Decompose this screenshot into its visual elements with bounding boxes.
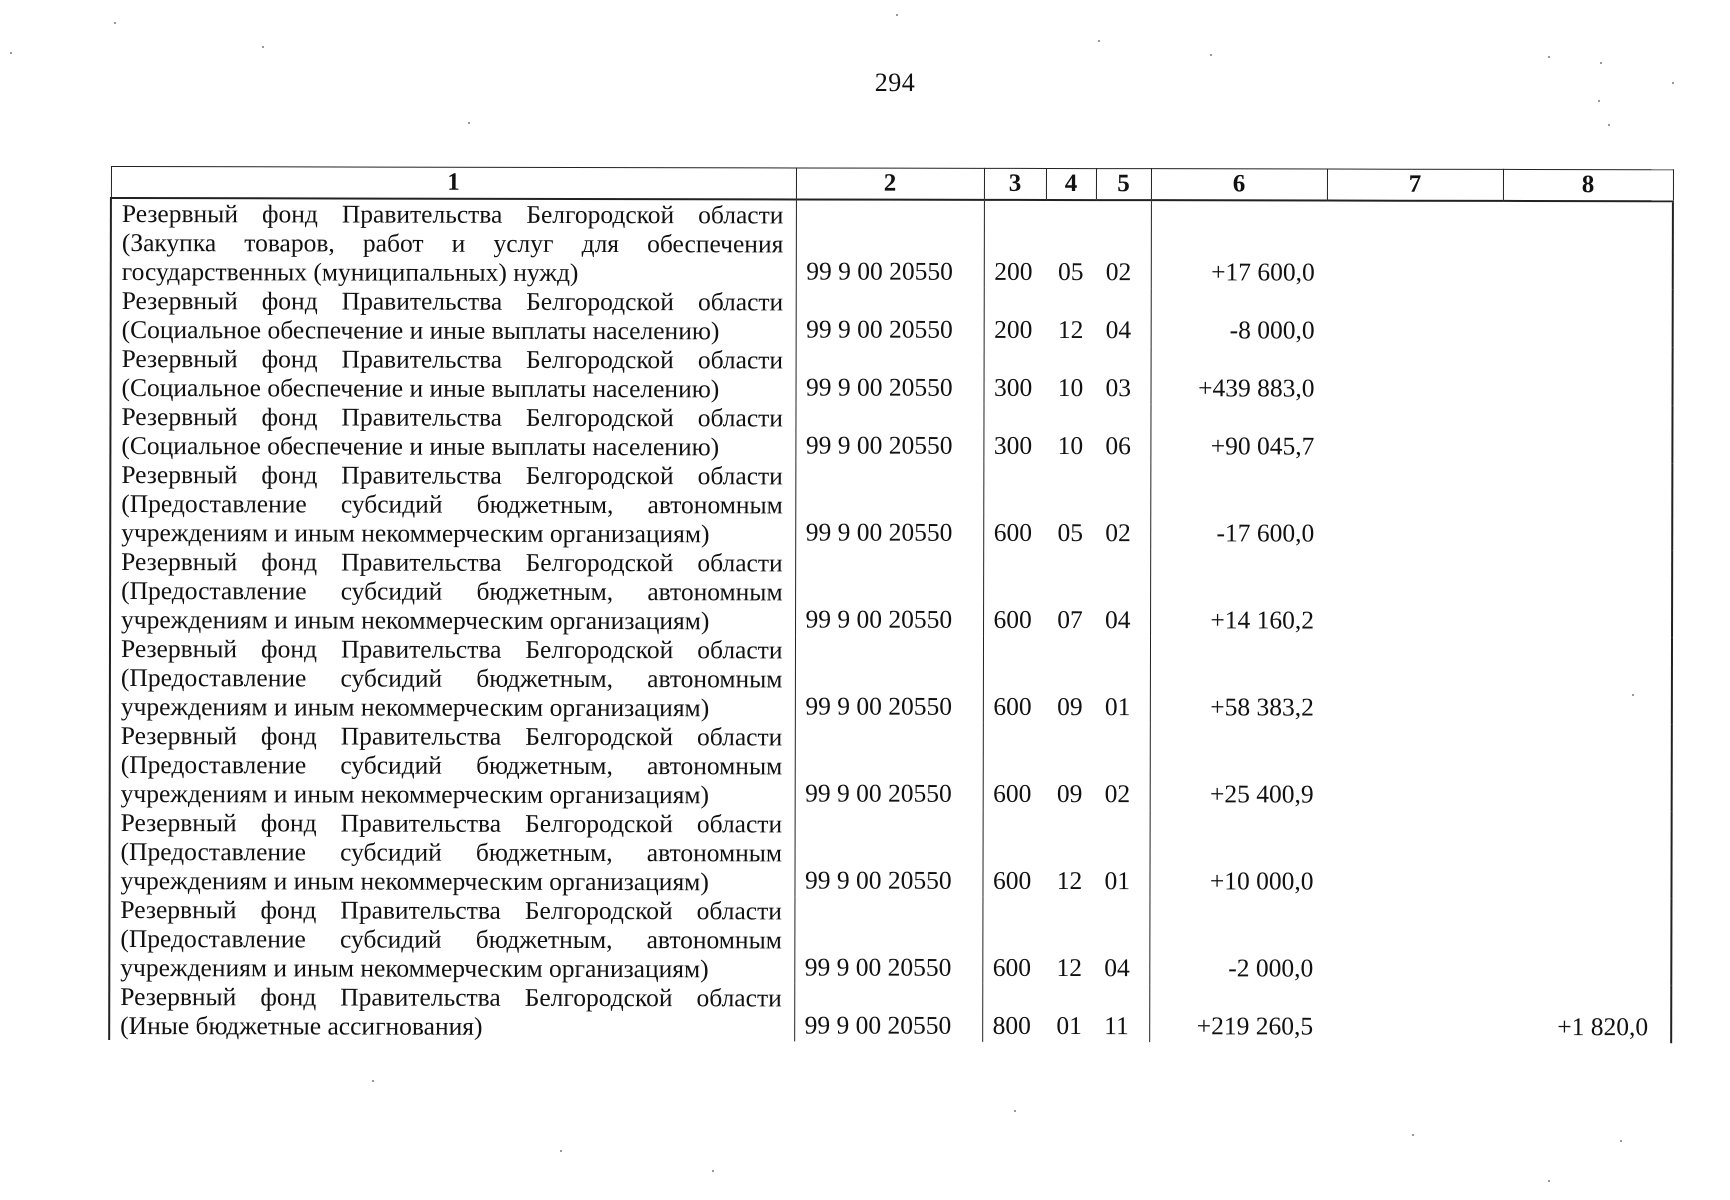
- scan-speck: [1210, 54, 1212, 56]
- row-section-cell: 10: [1057, 372, 1084, 403]
- row-expense-type-cell: 600: [983, 549, 1045, 636]
- scan-speck: [1600, 62, 1602, 64]
- scan-speck: [114, 22, 116, 24]
- scan-speck: [1672, 82, 1674, 84]
- row-expense-type-cell: 600: [982, 897, 1044, 984]
- page-number: 294: [874, 68, 916, 97]
- column-header: 5: [1096, 169, 1151, 201]
- row-code-cell: 99 9 00 20550: [796, 199, 984, 287]
- row-name-cell: Резервный фонд Правительства Белгородской области (Предоставление субсидий бюджетным, автономным учреждениям и иным некоммерческим организациям): [109, 808, 794, 896]
- column-header: 8: [1503, 169, 1673, 201]
- column-header: 1: [111, 167, 796, 200]
- row-column7-cell: [1325, 898, 1501, 985]
- table-row: [111, 286, 1673, 347]
- row-column7-cell: [1326, 550, 1502, 637]
- budget-table-sheet: [108, 166, 1672, 1043]
- row-subsection-cell: 03: [1096, 346, 1151, 404]
- row-section-cell: 05: [1057, 517, 1084, 548]
- row-column8-cell: [1503, 201, 1673, 289]
- table-row: [110, 721, 1672, 811]
- header-row: [111, 167, 1673, 202]
- row-name-cell: Резервный фонд Правительства Белгородской области (Предоставление субсидий бюджетным, автономным учреждениям и иным некоммерческим организациям): [110, 721, 795, 809]
- table-row: [110, 402, 1672, 463]
- row-amount-cell: +439 883,0: [1151, 346, 1327, 404]
- row-section-cell: 12: [1056, 952, 1083, 983]
- row-code-cell: 99 9 00 20550: [794, 896, 982, 983]
- column-header: 3: [984, 168, 1046, 200]
- scan-speck: [1548, 1180, 1550, 1182]
- row-column8-cell: [1502, 463, 1672, 550]
- table-row: [109, 895, 1671, 985]
- table-row: [109, 808, 1671, 898]
- scan-speck: [1608, 124, 1610, 126]
- row-section-cell: 10: [1057, 430, 1084, 461]
- row-expense-type-cell: 600: [982, 810, 1044, 897]
- row-code-cell: 99 9 00 20550: [795, 461, 983, 548]
- column-header: 4: [1046, 168, 1096, 200]
- row-expense-type-cell: 300: [983, 404, 1045, 462]
- row-column7-cell: [1327, 201, 1503, 289]
- row-expense-type-cell: 200: [984, 200, 1046, 288]
- row-column8-cell: [1503, 289, 1673, 347]
- column-header: 6: [1151, 169, 1327, 201]
- row-code-cell: 99 9 00 20550: [794, 809, 982, 896]
- row-column8-cell: [1501, 811, 1671, 898]
- row-code-cell: 99 9 00 20550: [795, 548, 983, 635]
- row-amount-cell: +90 045,7: [1150, 404, 1326, 462]
- scan-speck: [10, 52, 12, 54]
- row-section-cell: 05: [1058, 256, 1084, 287]
- scan-speck: [1620, 1140, 1622, 1142]
- row-section-cell: 12: [1056, 865, 1083, 896]
- row-column7-cell: [1325, 811, 1501, 898]
- row-column8-cell: [1502, 637, 1672, 724]
- scan-speck: [1548, 56, 1550, 58]
- table-row: [110, 634, 1672, 724]
- column-header: 7: [1327, 169, 1503, 201]
- row-subsection-cell: 04: [1094, 897, 1149, 984]
- scan-speck: [560, 1150, 562, 1152]
- row-name-cell: Резервный фонд Правительства Белгородской области (Социальное обеспечение и иные выплаты населению): [111, 344, 796, 403]
- row-name-cell: Резервный фонд Правительства Белгородской области (Предоставление субсидий бюджетным, автономным учреждениям и иным некоммерческим организациям): [109, 895, 794, 983]
- scan-speck: [1098, 40, 1100, 42]
- scan-speck: [1632, 694, 1634, 696]
- row-column8-cell: [1501, 898, 1671, 985]
- table-row: [111, 344, 1673, 405]
- row-column8-cell: [1502, 405, 1672, 463]
- row-amount-cell: +14 160,2: [1150, 549, 1326, 636]
- row-column8-cell: [1502, 550, 1672, 637]
- row-subsection-cell: 01: [1095, 636, 1150, 723]
- row-amount-cell: -17 600,0: [1150, 462, 1326, 549]
- row-column7-cell: [1326, 724, 1502, 811]
- row-name-cell: Резервный фонд Правительства Белгородской области (Предоставление субсидий бюджетным, автономным учреждениям и иным некоммерческим организациям): [110, 547, 795, 635]
- scan-speck: [1598, 100, 1600, 102]
- row-code-cell: 99 9 00 20550: [795, 635, 983, 722]
- row-subsection-cell: 01: [1094, 810, 1149, 897]
- table-header: [111, 167, 1673, 202]
- budget-table: [108, 166, 1674, 1043]
- row-subsection-cell: 11: [1094, 984, 1149, 1042]
- row-expense-type-cell: 200: [984, 288, 1046, 346]
- row-amount-cell: +17 600,0: [1151, 200, 1327, 288]
- row-expense-type-cell: 800: [982, 984, 1044, 1042]
- row-expense-type-cell: 600: [983, 462, 1045, 549]
- row-subsection-cell: 04: [1096, 288, 1151, 346]
- table-row: [110, 547, 1672, 637]
- table-row: [109, 982, 1671, 1043]
- row-code-cell: 99 9 00 20550: [795, 403, 983, 461]
- scan-speck: [468, 122, 470, 124]
- scan-speck: [712, 1170, 714, 1172]
- row-code-cell: 99 9 00 20550: [795, 722, 983, 809]
- row-amount-cell: -2 000,0: [1149, 897, 1325, 984]
- scan-speck: [1412, 1134, 1414, 1136]
- row-amount-cell: +219 260,5: [1149, 984, 1325, 1042]
- row-name-cell: Резервный фонд Правительства Белгородской области (Иные бюджетные ассигнования): [109, 982, 794, 1041]
- row-subsection-cell: 02: [1096, 200, 1151, 288]
- row-column8-cell: [1503, 347, 1673, 405]
- row-expense-type-cell: 600: [983, 636, 1045, 723]
- row-column7-cell: [1326, 463, 1502, 550]
- row-column7-cell: [1327, 289, 1503, 347]
- row-amount-cell: -8 000,0: [1151, 288, 1327, 346]
- row-name-cell: Резервный фонд Правительства Белгородской области (Социальное обеспечение и иные выплаты населению): [110, 402, 795, 461]
- table-row: [110, 460, 1672, 550]
- row-column8-cell: [1502, 724, 1672, 811]
- scan-speck: [372, 1080, 374, 1082]
- row-expense-type-cell: 600: [983, 723, 1045, 810]
- table-row: [111, 198, 1673, 289]
- row-amount-cell: +10 000,0: [1149, 810, 1325, 897]
- scan-speck: [1014, 1110, 1016, 1112]
- row-section-cell: 12: [1057, 314, 1084, 345]
- row-subsection-cell: 02: [1095, 462, 1150, 549]
- row-subsection-cell: 02: [1095, 723, 1150, 810]
- row-code-cell: 99 9 00 20550: [796, 287, 984, 345]
- row-name-cell: Резервный фонд Правительства Белгородской области (Социальное обеспечение и иные выплаты населению): [111, 286, 796, 345]
- row-section-cell: 09: [1056, 778, 1083, 809]
- scan-speck: [262, 46, 264, 48]
- row-column7-cell: [1327, 347, 1503, 405]
- row-amount-cell: +58 383,2: [1150, 636, 1326, 723]
- column-header: 2: [796, 168, 984, 200]
- table-body: [109, 198, 1673, 1043]
- row-name-cell: Резервный фонд Правительства Белгородской области (Предоставление субсидий бюджетным, автономным учреждениям и иным некоммерческим организациям): [110, 634, 795, 722]
- row-name-cell: Резервный фонд Правительства Белгородской области (Предоставление субсидий бюджетным, автономным учреждениям и иным некоммерческим организациям): [110, 460, 795, 548]
- row-column7-cell: [1326, 405, 1502, 463]
- row-code-cell: 99 9 00 20550: [794, 983, 982, 1041]
- row-column7-cell: [1325, 985, 1501, 1043]
- scan-speck: [896, 14, 898, 16]
- row-subsection-cell: 06: [1095, 404, 1150, 462]
- row-section-cell: 07: [1057, 604, 1083, 635]
- row-amount-cell: +25 400,9: [1150, 723, 1326, 810]
- row-subsection-cell: 04: [1095, 549, 1150, 636]
- row-column8-cell: +1 820,0: [1501, 985, 1671, 1043]
- row-code-cell: 99 9 00 20550: [796, 345, 984, 403]
- row-name-cell: Резервный фонд Правительства Белгородской области (Закупка товаров, работ и услуг для обеспечения государственных (муниципальных) нужд): [111, 198, 796, 287]
- row-column7-cell: [1326, 637, 1502, 724]
- row-expense-type-cell: 300: [984, 346, 1046, 404]
- row-section-cell: 09: [1057, 691, 1083, 722]
- row-section-cell: 01: [1056, 1010, 1082, 1041]
